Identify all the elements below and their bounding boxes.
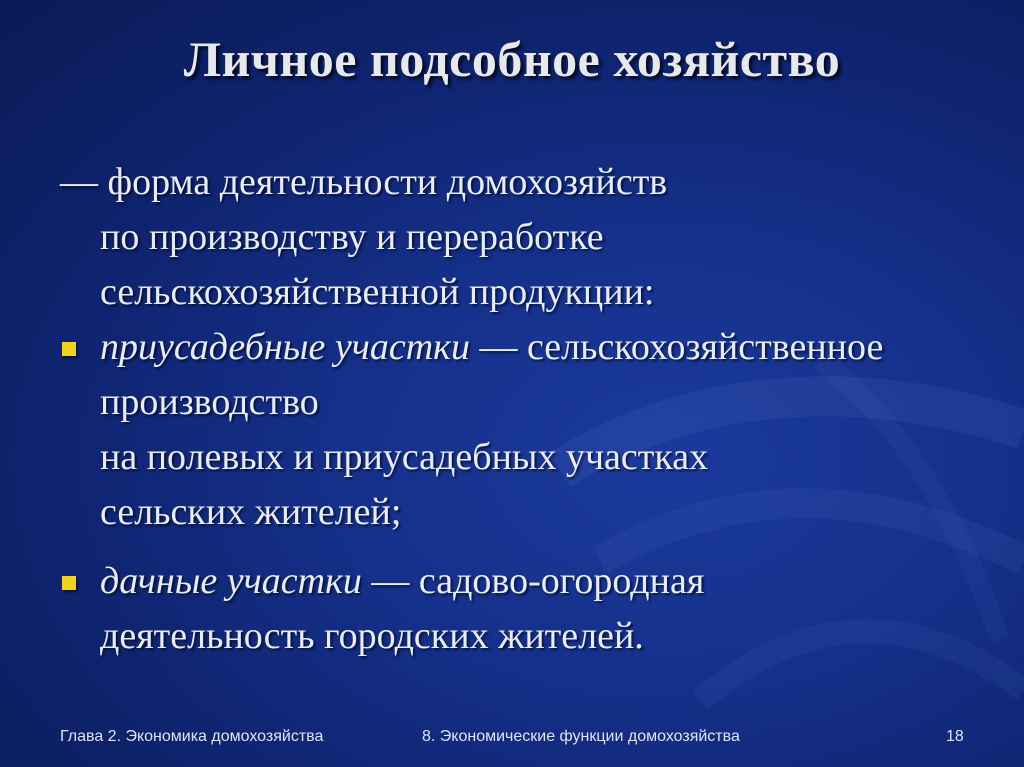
definition-line: — форма деятельности домохозяйств [60,161,668,203]
bullet-line: производство [100,381,319,423]
term-dacha-plots: дачные участки [100,560,362,602]
slide-body [60,155,990,664]
bullet-square-icon [62,576,76,590]
bullet-line [100,554,990,609]
footer-section: 8. Экономические функции домохозяйства [422,728,740,745]
bullet-square-icon [62,342,76,356]
slide-title: Личное подсобное хозяйство [183,31,841,87]
bullet-item-dacha-plots [60,554,990,664]
bullet-text: — сельскохозяйственное [469,326,884,368]
definition-line: по производству и переработке [100,216,604,258]
slide-number: 18 [946,728,964,745]
term-household-plots: приусадебные участки [100,326,470,368]
bullet-line [100,320,990,375]
bullet-item-household-plots [60,320,990,540]
bullet-line: на полевых и приусадебных участках [100,436,709,478]
definition-line: сельскохозяйственной продукции: [100,271,655,313]
definition-paragraph [60,155,990,320]
bullet-line: деятельность городских жителей. [100,615,644,657]
bullet-line: сельских жителей; [100,491,402,533]
footer-chapter: Глава 2. Экономика домохозяйства [60,728,324,745]
bullet-text: — садово-огородная [361,560,705,602]
